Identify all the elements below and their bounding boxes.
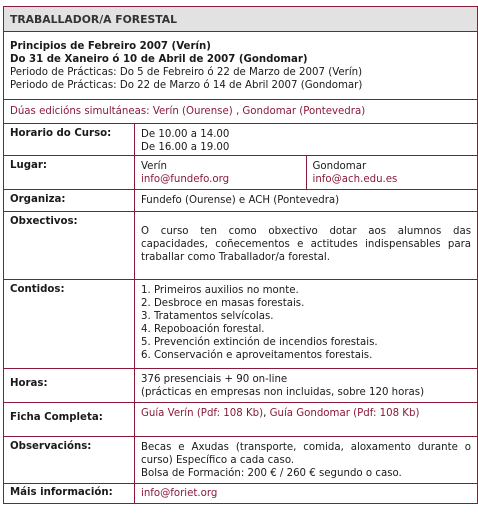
ficha-value: [135, 403, 477, 436]
row-horas: [4, 369, 477, 403]
row-observacions: [4, 437, 477, 484]
contidos-item: 1. Primeiros auxilios no monte.: [141, 285, 299, 296]
contidos-list: [135, 280, 477, 368]
horario-afternoon: De 16.00 a 19.00: [141, 142, 230, 153]
gondomar-email-link[interactable]: info@ach.edu.es: [312, 174, 398, 185]
row-mais-informacion: [4, 484, 477, 503]
horario-morning: De 10.00 a 14.00: [141, 129, 230, 140]
row-contidos: [4, 280, 477, 369]
lugar-verin-name: Verín: [141, 161, 167, 172]
horas-value: [135, 369, 477, 402]
observacions-label: Observacións:: [4, 437, 135, 483]
horario-label: Horario do Curso:: [4, 124, 135, 155]
contidos-item: 4. Repoboación forestal.: [141, 324, 265, 335]
obxectivos-value: O curso ten como obxectivo dotar aos alumnos das capacidades, coñecementos e actitudes indispensables para traballar como Traballador/a forestal.: [141, 226, 471, 263]
ficha-separator: ,: [263, 408, 270, 419]
row-lugar: [4, 156, 477, 190]
contidos-item: 6. Conservación e aproveitamentos forestais.: [141, 350, 373, 361]
row-ficha: [4, 403, 477, 437]
mais-value: [135, 484, 477, 503]
practice-period-gondomar: Periodo de Prácticas: Do 22 de Marzo ó 14 de Abril 2007 (Gondomar): [10, 80, 363, 91]
date-line-verin: Principios de Febreiro 2007 (Verín): [10, 41, 211, 52]
observacions-line2: Bolsa de Formación: 200 € / 260 € segundo o caso.: [141, 468, 402, 479]
lugar-values: [135, 156, 477, 189]
contidos-item: 2. Desbroce en masas forestais.: [141, 298, 305, 309]
row-organiza: [4, 190, 477, 212]
organiza-label: Organiza:: [4, 190, 135, 211]
course-info-panel: [3, 6, 478, 504]
organiza-value: Fundefo (Ourense) e ACH (Pontevedra): [141, 195, 340, 206]
lugar-gondomar-name: Gondomar: [312, 161, 367, 172]
course-dates: [4, 32, 477, 100]
row-horario: [4, 124, 477, 156]
practice-period-verin: Periodo de Prácticas: Do 5 de Febreiro ó 22 de Marzo de 2007 (Verín): [10, 67, 363, 78]
horas-label: Horas:: [4, 369, 135, 402]
observacions-line1: Becas e Axudas (transporte, comida, aloxamento durante o curso) Específico a cada caso.: [141, 442, 471, 466]
date-line-gondomar: Do 31 de Xaneiro ó 10 de Abril de 2007 (Gondomar): [10, 54, 308, 65]
page-title: TRABALLADOR/A FORESTAL: [4, 7, 477, 32]
horas-line2: (prácticas en empresas non incluidas, sobre 120 horas): [141, 387, 425, 398]
guia-verin-link[interactable]: Guía Verín (Pdf: 108 Kb): [141, 408, 264, 419]
lugar-verin: [135, 156, 306, 189]
contidos-item: 3. Tratamentos selvícolas.: [141, 311, 274, 322]
row-obxectivos: [4, 212, 477, 280]
verin-email-link[interactable]: info@fundefo.org: [141, 174, 230, 185]
horario-value: [135, 124, 477, 155]
lugar-gondomar: [306, 156, 478, 189]
contidos-item: 5. Prevención extinción de incendios forestais.: [141, 337, 378, 348]
contidos-label: Contidos:: [4, 280, 135, 368]
mais-label: Máis información:: [4, 484, 135, 503]
lugar-label: Lugar:: [4, 156, 135, 189]
guia-gondomar-link[interactable]: Guía Gondomar (Pdf: 108 Kb): [269, 408, 420, 419]
observacions-value: [135, 437, 477, 483]
horas-line1: 376 presenciais + 90 on-line: [141, 374, 288, 385]
obxectivos-label: Obxectivos:: [4, 212, 135, 279]
foriet-email-link[interactable]: info@foriet.org: [141, 488, 218, 499]
ficha-label: Ficha Completa:: [4, 403, 135, 436]
simultaneous-editions: Dúas edicións simultáneas: Verín (Ourense) , Gondomar (Pontevedra): [4, 100, 477, 124]
